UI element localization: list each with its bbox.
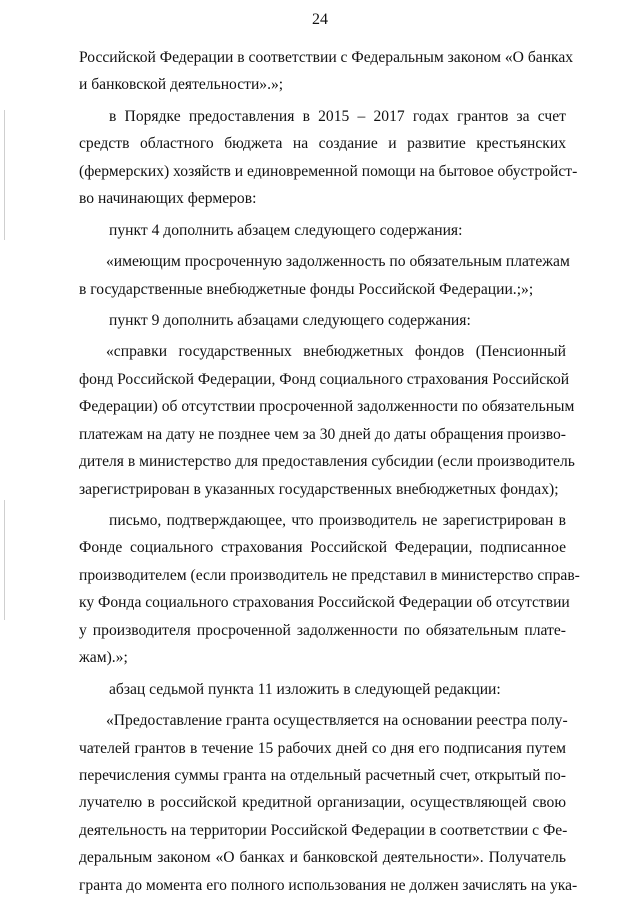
text-line: дителя в министерство для предоставления субсидии (если производитель [79, 453, 575, 471]
text-line: лучателю в российской кредитной организации, осуществляющей свою [79, 794, 566, 812]
text-line: гранта до момента его полного использования не должен зачислять на ука- [79, 876, 578, 894]
text-line: в Порядке предоставления в 2015 – 2017 годах грантов за счет [109, 107, 566, 125]
text-line: средств областного бюджета на создание и развитие крестьянских [79, 135, 566, 153]
text-line: в государственные внебюджетные фонды Российской Федерации.;»; [79, 280, 534, 298]
text-line: зарегистрирован в указанных государственных внебюджетных фондах); [79, 480, 559, 498]
text-line: фонд Российской Федерации, Фонд социального страхования Российской [79, 370, 570, 388]
text-line: «справки государственных внебюджетных фондов (Пенсионный [106, 343, 566, 361]
text-line: (фермерских) хозяйств и единовременной помощи на бытовое обустройст- [79, 162, 578, 180]
text-line: производителем (если производитель не представил в министерство справ- [79, 566, 580, 584]
text-line: и банковской деятельности».»; [79, 76, 284, 94]
text-line: Российской Федерации в соответствии с Федеральным законом «О банках [79, 49, 574, 66]
page-number: 24 [312, 11, 328, 28]
text-line: перечисления суммы гранта на отдельный расчетный счет, открытый по- [79, 766, 566, 784]
text-line: абзац седьмой пункта 11 изложить в следующей редакции: [109, 680, 501, 698]
text-line: пункт 4 дополнить абзацем следующего содержания: [109, 221, 463, 239]
text-line: деятельность на территории Российской Федерации в соответствии с Фе- [79, 821, 568, 839]
text-line: Федерации) об отсутствии просроченной задолженности по обязательным [79, 398, 575, 416]
text-line: жам).»; [79, 649, 128, 667]
text-line: во начинающих фермеров: [79, 190, 257, 208]
text-line: «имеющим просроченную задолженность по обязательным платежам [106, 253, 570, 271]
text-line: деральным законом «О банках и банковской деятельности». Получатель [79, 849, 566, 867]
scan-margin-mark [4, 110, 5, 240]
text-line: письмо, подтверждающее, что производитель не зарегистрирован в [109, 512, 566, 529]
text-line: «Предоставление гранта осуществляется на основании реестра полу- [106, 712, 568, 730]
scan-margin-mark [4, 500, 5, 620]
text-line: у производителя просроченной задолженности по обязательным плате- [79, 621, 566, 639]
text-line: чателей грантов в течение 15 рабочих дней со дня его подписания путем [79, 739, 566, 757]
text-line: платежам на дату не позднее чем за 30 дней до даты обращения произво- [79, 425, 566, 443]
document-body [79, 44, 580, 899]
text-line: Фонде социального страхования Российской Федерации, подписанное [79, 539, 566, 557]
text-line: пункт 9 дополнить абзацами следующего содержания: [109, 311, 471, 329]
text-line: ку Фонда социального страхования Российской Федерации об отсутствии [79, 594, 570, 612]
